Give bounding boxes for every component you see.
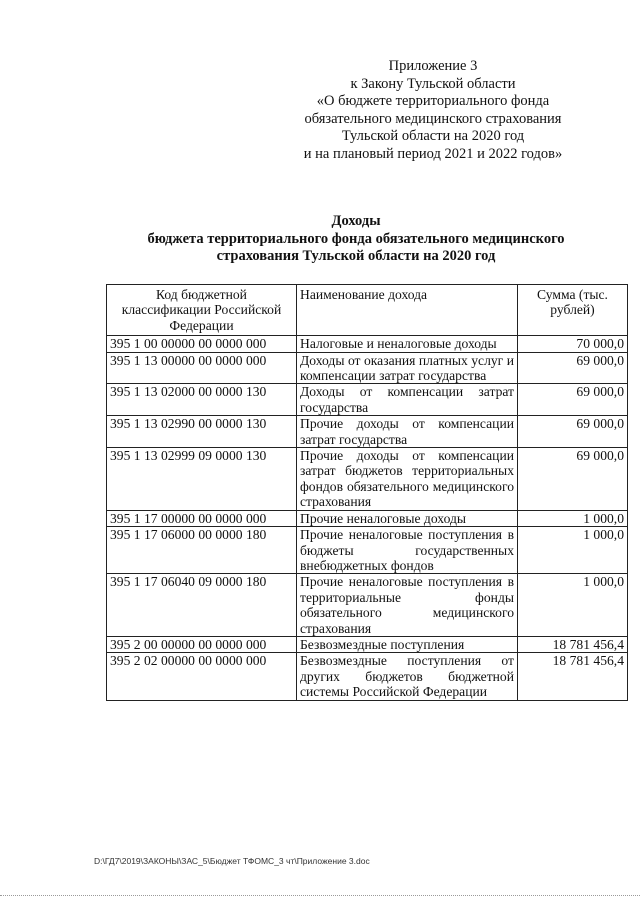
cell-name: Прочие доходы от компенсации затрат государства [297,416,518,448]
cell-code: 395 2 00 00000 00 0000 000 [107,636,297,652]
cell-code: 395 1 17 06040 09 0000 180 [107,574,297,637]
cell-code: 395 2 02 00000 00 0000 000 [107,653,297,700]
appendix-line: Приложение 3 [388,58,478,74]
cell-name: Доходы от компенсации затрат государства [297,384,518,416]
cell-sum: 18 781 456,4 [518,636,628,652]
cell-sum: 69 000,0 [518,352,628,384]
cell-name: Прочие неналоговые поступления в бюджеты государственных внебюджетных фондов [297,527,518,574]
cell-name: Прочие неналоговые поступления в территориальные фонды обязательного медицинского страхования [297,574,518,637]
appendix-header [268,58,598,163]
table-row [107,636,628,652]
cell-code: 395 1 13 02990 00 0000 130 [107,416,297,448]
table-row [107,448,628,511]
cell-name: Налоговые и неналоговые доходы [297,336,518,352]
table-row [107,653,628,700]
cell-code: 395 1 13 00000 00 0000 000 [107,352,297,384]
document-title [100,213,612,266]
cell-sum: 1 000,0 [518,574,628,637]
header-code: Код бюджетной классификации Российской Федерации [107,285,297,336]
cell-code: 395 1 13 02000 00 0000 130 [107,384,297,416]
cell-sum: 18 781 456,4 [518,653,628,700]
title-line: бюджета территориального фонда обязательного медицинского [147,230,565,247]
cell-code: 395 1 17 06000 00 0000 180 [107,527,297,574]
header-name: Наименование дохода [297,285,518,336]
cell-code: 395 1 13 02999 09 0000 130 [107,448,297,511]
appendix-line: Тульской области на 2020 год [341,128,525,144]
header-sum: Сумма (тыс. рублей) [518,285,628,336]
cell-sum: 69 000,0 [518,416,628,448]
appendix-line: «О бюджете территориального фонда [316,93,550,109]
cell-sum: 69 000,0 [518,448,628,511]
cell-sum: 70 000,0 [518,336,628,352]
cell-sum: 69 000,0 [518,384,628,416]
table-row [107,384,628,416]
cell-sum: 1 000,0 [518,527,628,574]
cell-name: Прочие доходы от компенсации затрат бюджетов территориальных фондов обязательного медицинского страхования [297,448,518,511]
cell-name: Безвозмездные поступления от других бюджетов бюджетной системы Российской Федерации [297,653,518,700]
income-table [106,284,628,701]
cell-name: Безвозмездные поступления [297,636,518,652]
title-line: Доходы [331,213,381,229]
table-row [107,336,628,352]
table-row [107,416,628,448]
appendix-line: обязательного медицинского страхования [304,110,562,127]
cell-code: 395 1 00 00000 00 0000 000 [107,336,297,352]
table-header-row [107,285,628,336]
title-line: страхования Тульской области на 2020 год [216,248,496,264]
table-row [107,527,628,574]
table-row [107,352,628,384]
appendix-line: к Закону Тульской области [350,75,516,92]
file-path-footer: D:\ГД7\2019\ЗАКОНЫ\ЗАС_5\Бюджет ТФОМС_3 чт\Приложение 3.doc [94,856,370,866]
scan-edge-line [0,895,640,897]
appendix-line: и на плановый период 2021 и 2022 годов» [303,145,563,162]
table-row [107,574,628,637]
cell-name: Доходы от оказания платных услуг и компенсации затрат государства [297,352,518,384]
table-row [107,510,628,526]
cell-code: 395 1 17 00000 00 0000 000 [107,510,297,526]
cell-sum: 1 000,0 [518,510,628,526]
cell-name: Прочие неналоговые доходы [297,510,518,526]
